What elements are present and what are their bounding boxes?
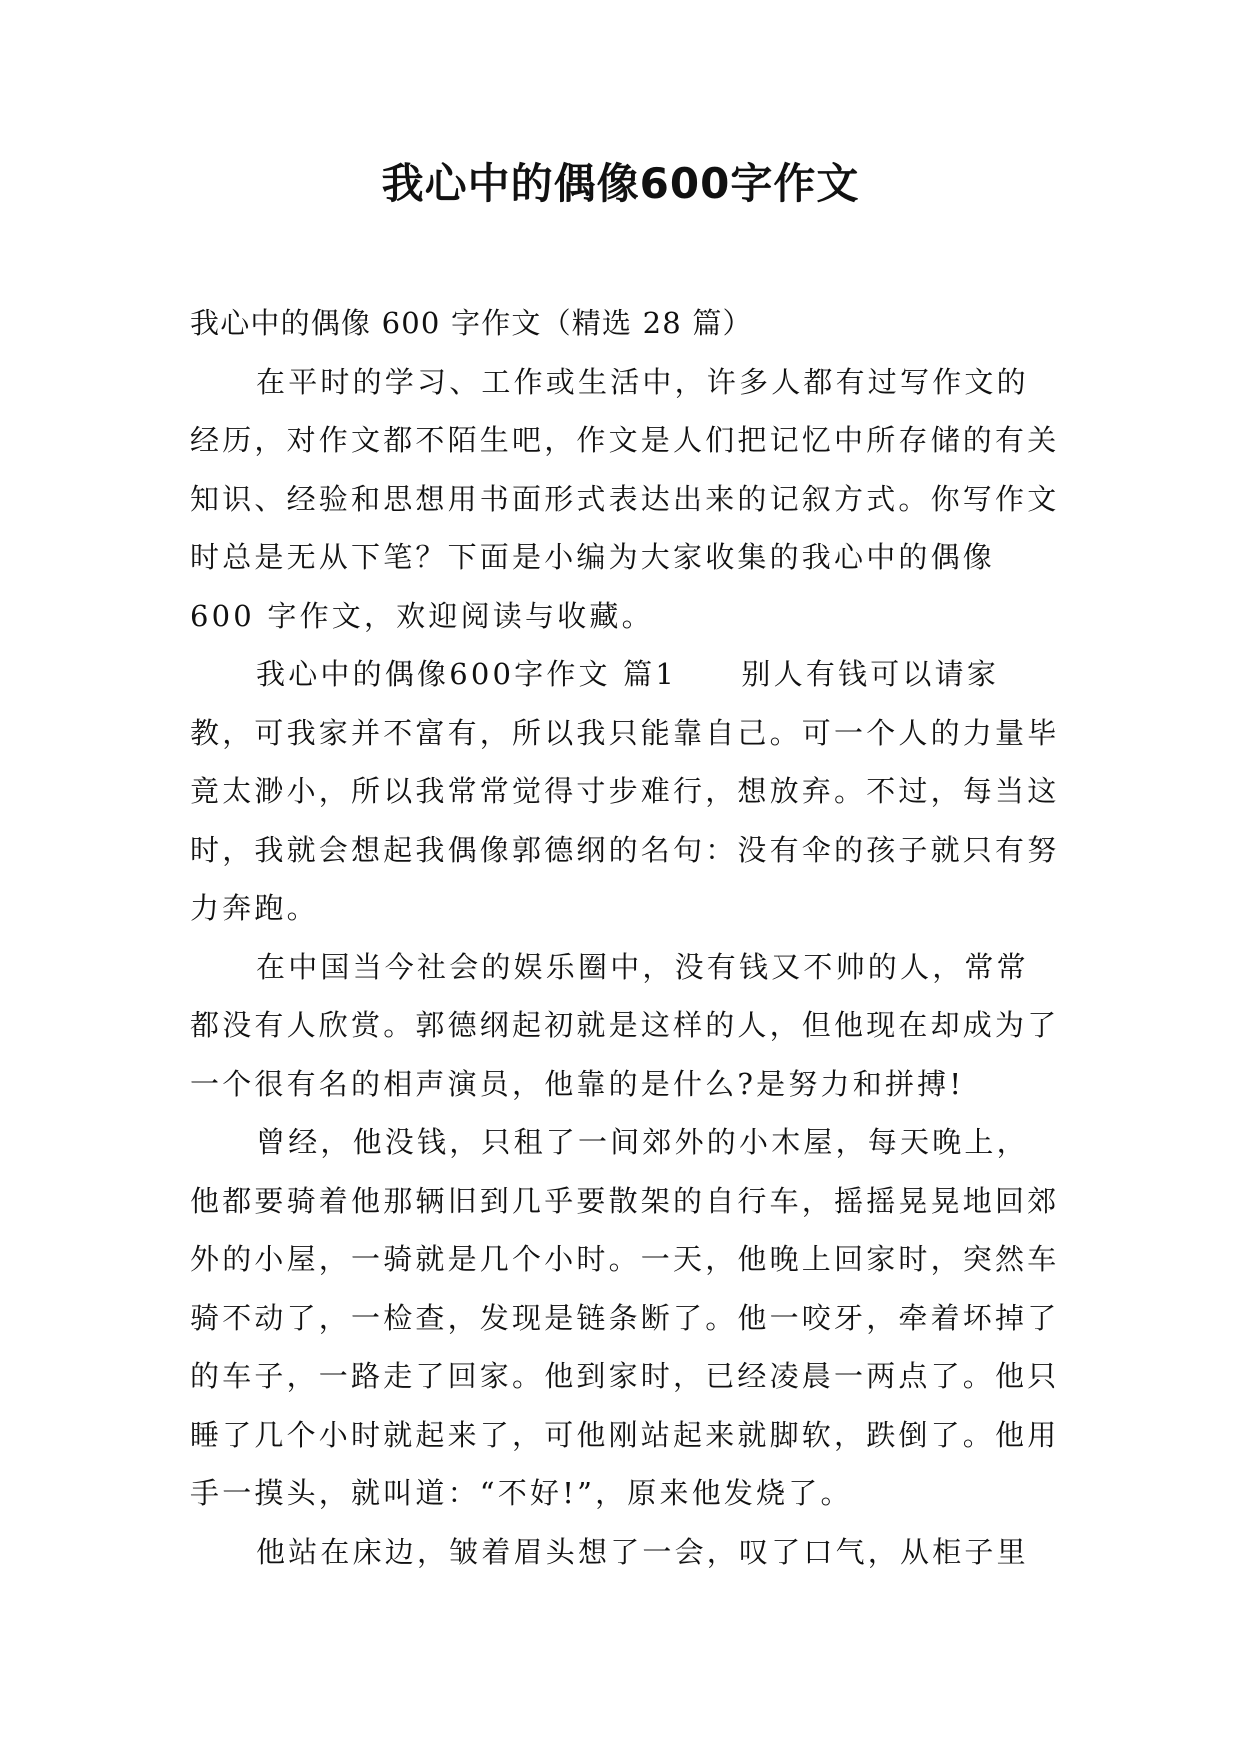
essay-paragraph: 在中国当今社会的娱乐圈中，没有钱又不帅的人，常常都没有人欣赏。郭德纲起初就是这样的人，但他现在却成为了一个很有名的相声演员，他靠的是什么?是努力和拼搏!	[190, 949, 1060, 1101]
essay-paragraph: 曾经，他没钱，只租了一间郊外的小木屋，每天晚上，他都要骑着他那辆旧到几乎要散架的自行车，摇摇晃晃地回郊外的小屋，一骑就是几个小时。一天，他晚上回家时，突然车骑不动了，一检查，发现是链条断了。他一咬牙，牵着坏掉了的车子，一路走了回家。他到家时，已经凌晨一两点了。他只睡了几个小时就起来了，可他刚站起来就脚软，跌倒了。他用手一摸头，就叫道：“不好!”，原来他发烧了。	[190, 1125, 1060, 1510]
intro-paragraph: 在平时的学习、工作或生活中，许多人都有过写作文的经历，对作文都不陌生吧，作文是人们把记忆中所存储的有关知识、经验和思想用书面形式表达出来的记叙方式。你写作文时总是无从下笔？下面是小编为大家收集的我心中的偶像 600 字作文，欢迎阅读与收藏。	[190, 364, 1060, 633]
essay-paragraph: 他站在床边，皱着眉头想了一会，叹了口气，从柜子里	[256, 1534, 1029, 1569]
document-title: 我心中的偶像600字作文	[381, 159, 860, 208]
essay-paragraph: 我心中的偶像600字作文 篇1 别人有钱可以请家教，可我家并不富有，所以我只能靠自己。可一个人的力量毕竟太渺小，所以我常常觉得寸步难行，想放弃。不过，每当这时，我就会想起我偶像郭德纲的名句：没有伞的孩子就只有努力奔跑。	[190, 657, 1060, 925]
document-body	[190, 294, 1060, 1581]
subtitle-paragraph: 我心中的偶像 600 字作文（精选 28 篇）	[190, 306, 753, 340]
